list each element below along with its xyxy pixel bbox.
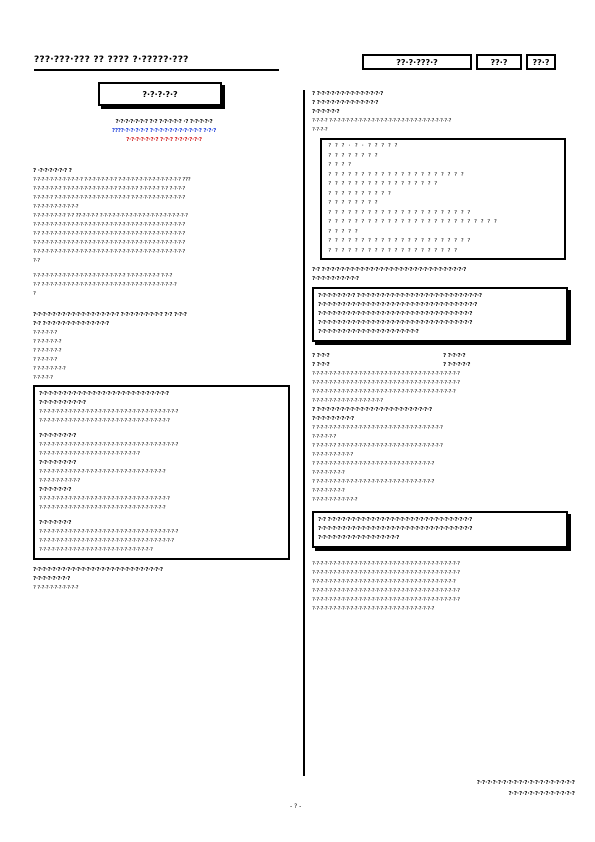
text-line: ?·?·?·?·?·?·?·?·?·?·?·?·?·?·?·?·?·?·?·?·?·?·?·?·?·?·?·?·?·?·?·?·?·?·? xyxy=(312,570,460,576)
note-box-2 xyxy=(312,511,568,548)
text-line: ?·?·?·?·?·?·?·?·?·?·?·?·?·?·?·?·?·?·?·?·?·?·?·?·?·?·?·?·?·?·?·?·?·?·?·? xyxy=(33,240,186,246)
column-divider xyxy=(303,90,305,776)
code-line: ? ? ? ? ? ? ? ? ? ? ? ? ? ? ? ? ? ? ? ? ? ? ? ? ? ? xyxy=(328,219,497,225)
pair-right: ? ?·?·?·? xyxy=(443,353,466,359)
bullet-item: ?·?·?·?·?·?·?·? xyxy=(312,470,345,476)
text-line: ?·? ?·?·?·?·?·?·?·?·?·?·?·?·?·?·?·?·?·?·?·?·?·?·?·?·?·?·?·?·?·?·?·?·?·? xyxy=(33,231,186,237)
box-line: ?·?·?·?·?·?·?·?·?·?·?·?·?·?·?·?·?·?·?·?·?·?·?·?·?·?·?·?·?·? xyxy=(39,505,166,511)
text-line: ?·? ?·?·?·?·?·?·?·?·?·?·?·?·?·?·?·?·?·?·?·?·?·?·?·?·?·?·?·?·?·? xyxy=(312,267,467,273)
box-line: ?·?·?·?·?·?·? xyxy=(39,520,72,526)
right-mid-block xyxy=(312,266,574,284)
code-line: ? ? ? · ? · ? ? ? ? ? xyxy=(328,143,398,149)
bullet-item: ?·?·?·?·?·?·?·?·?·? xyxy=(312,452,354,458)
bullet-item: ?·?·?·?·?·?·?·?·?·?·? xyxy=(312,497,358,503)
pair-right: ? ?·?·?·?·? xyxy=(443,362,471,368)
header-box-number: ??·? xyxy=(526,54,556,70)
text-line: ?·?·?·?·?·?·?·?·?·?·?·?·?·?·?·?·?·?·?·?·?·?·?·?·?·?·? xyxy=(33,567,163,573)
tail-block xyxy=(33,566,295,593)
box-line: ?·?·?·?·?·?·?·?·?·?·?·?·?·?·?·?·?·?·?·?·?·?·?·?·?·?·?·?·?·?·?·? xyxy=(318,320,473,326)
box-line: ?·?·?·?·?·?·?·?·?·?·?·?·?·?·?·?·?·?·?·?·?·?·?·? xyxy=(39,451,140,457)
text-line: ?·?·?·?·?·?·?·?·?·?·?·?·?·?·?·?·?·?·?·?·?·?·?·?·?·?·?·?·?·?·?·?·?·?·? xyxy=(312,588,460,594)
heading-line: ?·? ?·?·?·?·?·?·?·?·?·?·?·?·?·? xyxy=(33,321,110,327)
text-line: ?·?·?·? xyxy=(312,127,328,133)
box-line: ?·?·?·?·?·?·?·?·?·?·?·?·?·?·?·?·?·?·?·?·?·?·?·?·?·?·?·?·?·?·?·?·? xyxy=(39,409,179,415)
heading-line: ? ?·?·?·?·?·?·?·?·?·?·?·?·?·?·?·?·?·?·?·?·?·?·?·? xyxy=(312,407,432,413)
text-line: ?·?·?·?·?·?·?·?·?·?·?·?·?·?·?·?·?·?·?·?·?·?·?·?·?·?·?·?·?·?·?·?·?·?·? xyxy=(312,597,460,603)
header-boxes xyxy=(362,54,556,70)
pair-left: ? ?·?·? xyxy=(312,353,330,359)
code-line: ? ? ? ? ? xyxy=(328,228,358,235)
text-line: ?·?·?·?·?·? xyxy=(312,109,340,115)
box-line: ?·?·?·?·?·?·?·? ?·?·?·?·?·?·?·?·?·?·?·?·?·?·?·?·?·?·?·?·?·?·?·?·?·? xyxy=(318,293,482,299)
heading-line: ?·?·?·?·?·?·?·?·? xyxy=(312,416,355,422)
text-line: ?·?·?·?·?·?·?·?·?·?·?·?·?·?·?·?·?·?·?·?·?·? ?·?·?·?·?·?·?·? ?·?·? xyxy=(33,273,173,279)
footer-line-1: ?·?·?·?·?·?·?·?·?·?·?·?·?·?·?·?·?·?·? xyxy=(476,780,575,786)
box-line: ?·?·?·?·?·?·? xyxy=(39,487,72,493)
text-line: ?·?·?·?·?·?·?·?·?·?·?·?·?·?·?·?·?·?·?·?·?·?·?·?·?·?·?·?·?·?·?·?·?·? xyxy=(312,579,456,585)
code-line: ? ? ? ? ? ? ? ? ? ? xyxy=(328,190,391,197)
heading-line: ?·?·?·?·?·?·?·?·?·?·?·?·?·?·?·?·?·? ?·?·?·?·?·?·?·?·? ?·? ?·?·? xyxy=(33,312,187,318)
text-line: ?·?·?·?·?·?·?·?·?·?·?·?·?·?·?·?·?·?·?·?·?·?·?·?·?·?·?·?·? xyxy=(312,606,435,612)
text-line: ? xyxy=(33,291,36,297)
code-line: ? ? ? ? ? ? ? ? xyxy=(328,200,378,206)
paragraph-1 xyxy=(312,370,574,406)
list-item: ? ?·?·?·?·? xyxy=(33,357,58,363)
bullet-item: ?·?·?·?·?·? xyxy=(312,434,337,440)
box-line: ?·?·?·?·?·?·?·?·?·?·?·?·?·?·?·?·?·?·?·?·?·?·?·?·?·?·?·?·?·?·?·? xyxy=(39,538,175,544)
list-item: ? ?·?·?·?·?·? xyxy=(33,348,62,354)
info-box xyxy=(33,385,290,560)
text-line: ?·?·?·?·?·?·?·?·?·?·? xyxy=(33,204,79,210)
text-line: ?·?·?·?·?·?·?·? xyxy=(33,576,71,582)
section1-body xyxy=(33,176,295,266)
text-line: ?·?·?·?·?·?·?·?·?·?·?·?·?·?·?·?·?·?·?·?·?·?·?·?·?·?·?·?·?·?·?·?·?·?·? xyxy=(312,380,460,386)
intro-line: ????·?·?·?·?·? ?·?·?·?·?·?·?·?·?·?·? ?·?·? xyxy=(111,128,217,134)
bullet-item: ?·?·?·?·?·?·?·? xyxy=(312,488,345,494)
code-line: ? ? ? ? ? ? ? ? xyxy=(328,152,378,159)
bullet-item: ? ?·?·?·?·? ?·?·?·?·?·?·?·?·?·?·?·?·?·?·?·?·?·?·?·?·?·?·?·?·? xyxy=(312,443,443,449)
code-line: ? ? ? ? ? ? ? ? ? ? ? ? ? ? ? ? ? ? ? ? ? ? xyxy=(328,238,471,244)
text-line: ?·?·?·?·? ?·?·?·?·?·?·?·?·?·?·?·?·?·?·?·?·?·? ?·?·?·?·?·?·?·?·?·?·?·?·? xyxy=(33,195,186,201)
box-line: ?·?·?·?·?·?·?·?·?·?·?·?·?·?·?·?·?·?·?·?·?·?·?·?·?·?·?·?·?·?·?·?·? xyxy=(318,302,478,308)
text-line: ? ?·?·?·?·?·?·?·?·?·?·?·?·? xyxy=(312,100,379,106)
header-box-name: ??·?·???·? xyxy=(362,54,472,70)
code-line: ? ? ? ? ? ? ? ? ? ? ? ? ? ? ? ? ? ? ? ? xyxy=(328,247,458,254)
text-line: ?·?·?·?·?·?·?·?·?·?·?·?·?·?·?·?·?·?·?·?·?·?·?·?·?·?·?·?·?·?·?·?·?·? xyxy=(312,389,456,395)
code-box xyxy=(320,138,566,260)
right-column xyxy=(312,90,574,614)
box-line: ?·?·?·?·?·?·?·?·?·?·?·?·?·?·?·?·?·?·?·?·?·?·?·?·?·?·?·?·?·?·? xyxy=(39,496,170,502)
box-line: ?·? ?·?·?·?·?·?·?·?·?·?·?·?·?·?·?·?·?·?·?·?·?·?·?·?·?·?·?·?·?·? xyxy=(318,517,473,523)
code-line: ? ? ? ? ? ? ? ? ? ? ? ? ? ? ? ? ? xyxy=(328,181,438,187)
text-line: ?·? xyxy=(33,258,40,264)
bullet-item: ? ?·?·?·?·?·?·?·?·?·?·?·?·?·?·?·?·?·?·?·?·?·?·?·?·?·?·?·? xyxy=(312,479,435,485)
text-line: ?·?·?·? ?·?·?·?·?·?·?·?·?·?·?·?·?·?·?·?·?·?·?·?·?·?·?·?·?·?·?·?·? xyxy=(312,118,452,124)
page-number: - ? - xyxy=(290,803,302,810)
bullet-list xyxy=(312,424,574,505)
box-line: ?·?·?·?·?·?·?·?·?·?·?·?·?·?·?·?·?·?·?·?·?·?·?·?·?·?·?·?·?·? xyxy=(39,469,166,475)
paragraph-1-heading xyxy=(312,406,574,424)
pair-row xyxy=(312,361,574,370)
document-title: ?·?·?·?·? xyxy=(98,82,222,106)
text-line: ?·?·?·?·?·?·?·? ?·? ??·?·?·?·? ?·?·?·?·?·?·?·?·?·?·?·?·?·?·?·?·?·?·?·?·? xyxy=(33,213,188,219)
bullet-item: ? ?·?·?·?·?·?·?·?·?·?·?·?·?·?·?·?·?·?·?·?·?·?·?·?·?·?·?·?·?·? xyxy=(312,425,443,431)
box-line: ?·?·?·?·?·?·?·?·?·?·?·?·?·?·?·?·?·?·?·?·?·?·?·?·?·?·?·?·?·?·? xyxy=(39,418,170,424)
code-line: ? ? ? ? xyxy=(328,162,352,168)
text-line: ?·?·?·?·?·?·?·?·?·?·?·?·?·?·?·?·?·?·?·?·?·?·?·?·?·?·?·?·?·?·?·?·?·?·?·? xyxy=(33,222,186,228)
pairs-block xyxy=(312,352,574,370)
code-line: ? ? ? ? ? ? ? ? ? ? ? ? ? ? ? ? ? ? ? ? ? xyxy=(328,171,464,178)
text-line: ?·?·?·?·?·?·? ?·?·?·?·?·?·?·?·?·?·?·?·? ?·?·?·?·? ?·?·?·?·? ?·? ?·?·?·? xyxy=(33,186,186,192)
text-line: ?·? ?·?·?·?·?·?·?·?·?·?·?·?·?·?·?·?·?·?·?·?·?·?·?·?·?·?·?·?·?·?·?·? xyxy=(33,282,177,288)
text-line: ?·?·?·?·?·?·?·?·?·?·?·?·?·?·?·?·?·?·?·?·?·?·?·?·?·?·?·?·?·?·?·?·?·?·? xyxy=(312,371,460,377)
box-line: ?·?·?·?·?·?·?·?·?·?·?·?·?·?·?·?·?·?·?·?·?·?·?·?·?·?·?·?·?·?·?·?·? xyxy=(39,442,179,448)
box-line: ?·?·?·?·?·?·?·?·?·?·?·?·?·?·?·?·?·?·?·?·?·?·?·?·?·?·? xyxy=(39,547,153,553)
header-title: ???·???·??? ?? ???? ?·?????·??? xyxy=(34,55,279,71)
right-top-block xyxy=(312,90,574,135)
pair-left: ? ?·?·? xyxy=(312,362,330,368)
text-line: ?·?·?·?·?·?·?·?·?·?·?·?·?·?·?·?·?·?·?·?·?·?·?·?·?·?·?·?·?·?·?·?·?·?·?·? xyxy=(33,249,186,255)
box-line: ?·?·?·?·?·?·?·?·?·?·?·?·?·?·?·?·?·?·?·?·?·?·?·?·?·?·?·?·?·?·?·? xyxy=(318,526,473,532)
code-line: ? ? ? ? ? ? ? ? ? ? ? ? ? ? ? ? ? ? ? ? ? ? xyxy=(328,209,471,216)
note-box-1 xyxy=(312,287,568,342)
text-line: ? ?·?·?·?·?·?·?·?·?·? xyxy=(33,585,79,591)
section2-body xyxy=(33,272,295,299)
intro-block xyxy=(33,118,295,145)
text-line: ? ?·?·?·?·?·?·?·?·?·?·?·?·?·? xyxy=(312,91,384,97)
list-block xyxy=(33,329,295,383)
section1-heading: ? ·?·?·?·?·?·? ? xyxy=(33,168,72,174)
text-line: ?·?·?·?·?·?·?·?·?·? xyxy=(312,276,359,282)
section3-heading xyxy=(33,311,295,329)
list-item: ? ?·?·?·?·?·?·? xyxy=(33,366,66,372)
intro-line: ?·?·?·?·?·?·? ?·?·? ?·?·?·?·?·? xyxy=(126,137,202,143)
box-line: ?·?·?·?·?·?·?·? xyxy=(39,460,77,466)
left-column xyxy=(33,118,295,593)
box-line: ?·?·?·?·?·?·?·?·?·? xyxy=(39,478,81,484)
box-line: ?·?·?·?·?·?·?·?·?·?·?·?·?·?·?·?·?·?·?·?·?·?·?·?·?·?·?·?·?·?·?·?·? xyxy=(39,529,179,535)
box-line: ?·?·?·?·?·?·?·?·?·?·?·?·?·?·?·?·?·?·?·?·? xyxy=(318,329,419,335)
list-item: ? ?·?·?·?·?·? xyxy=(33,339,62,345)
pair-row xyxy=(312,352,574,361)
box-line: ?·?·?·?·?·?·?·?·?·?·?·?·?·?·?·?·? xyxy=(318,535,400,541)
bullet-item: ? ?·?·?·?·?·?·?·?·?·?·?·?·?·?·?·?·?·?·?·?·?·?·?·?·?·?·?·? xyxy=(312,461,435,467)
box-line: ?·?·?·?·?·?·?·?·?·?·?·?·?·?·?·?·?·?·?·?·?·?·?·?·?·?·? xyxy=(39,391,169,397)
list-item: ?·?·?·?·?·? xyxy=(33,330,58,336)
text-line: ?·?·?·?·?·?·?·?·?·?·?·?·?·?·?·?·? xyxy=(312,398,383,404)
text-line: ?·?·?·?·?·?·?·?·?·?·?·?·?·?·?·?·?·?·?·?·?·?·?·?·?·?·?·?·?·?·?·?·?·?·? xyxy=(312,561,460,567)
text-line: ?·?·?·?·?·?·?·?·?·?·?·? ?·?·?·?·?·?·?·? ?·?·?·?·?·?·?·?·?·?·?·?·?·?·? ??? xyxy=(33,177,191,183)
paragraph-2 xyxy=(312,560,574,614)
footer-line-2: ?·?·?·?·?·?·?·?·?·?·?·?·? xyxy=(508,791,575,797)
box-line: ?·?·?·?·?·?·?·?·?·?·?·?·?·?·?·?·?·?·?·?·?·?·?·?·?·?·?·?·?·?·?·? xyxy=(318,311,473,317)
list-item: ?·?·?·?·? xyxy=(33,375,53,381)
intro-line: ?·?·?·?·?·?·? ?·? ?·?·?·?·? ·? ?·?·?·?·? xyxy=(115,119,213,125)
box-line: ?·?·?·?·?·?·?·?·?·? xyxy=(39,400,86,406)
header-box-class: ??·? xyxy=(476,54,522,70)
box-line: ?·?·?·?·?·?·?·? xyxy=(39,433,77,439)
